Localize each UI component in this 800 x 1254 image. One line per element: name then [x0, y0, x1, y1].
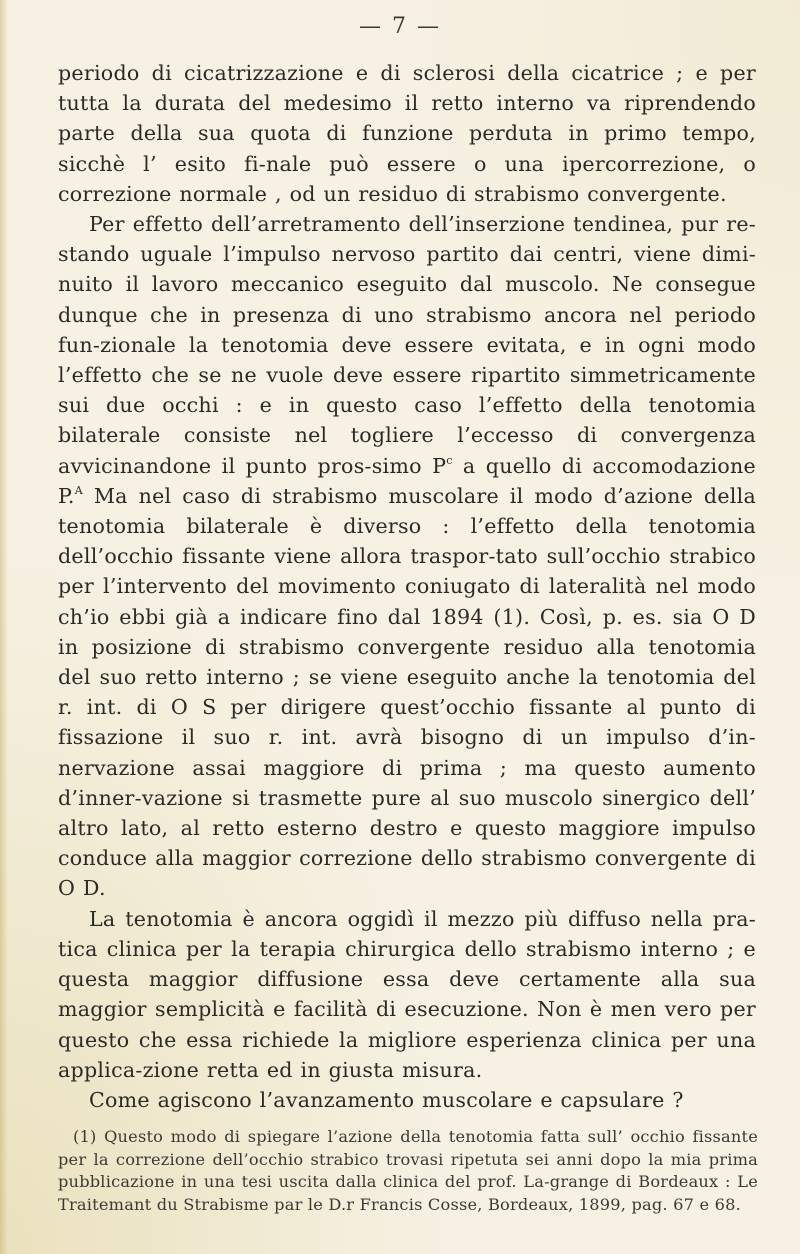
main-text	[58, 58, 756, 1115]
footnote	[58, 1126, 758, 1216]
superscript-a: A	[74, 483, 83, 497]
page-edge-shadow	[0, 0, 8, 1254]
paragraph-3: La tenotomia è ancora oggidì il mezzo più diffuso nella pra-tica clinica per la terapia chirurgica dello strabismo interno ; e questa maggior diffusione essa deve certamente alla sua maggior semplicità e facilità di esecuzione. Non è men vero per questo che essa richiede la migliore esperienza clinica per una applica-zione retta ed in giusta misura.	[58, 906, 756, 1082]
paragraph-2-part-c: Ma nel caso di strabismo muscolare il modo d’azione della tenotomia bilaterale è diverso : l’effetto della tenotomia dell’occhio fissante viene allora traspor-tato sull’occhio strabico per l’intervento del movimento coniugato di lateralità nel modo ch’io ebbi già a indicare fino dal 1894 (1). Così, p. es. sia O D in posizione di strabismo convergente residuo alla tenotomia del suo retto interno ; se viene eseguito anche la tenotomia del r. int. di O S per dirigere quest’occhio fissante al punto di fissazione il suo r. int. avrà bisogno di un impulso d’in-nervazione assai maggiore di prima ; ma questo aumento d’inner-vazione si trasmette pure al suo muscolo sinergico dell’ altro lato, al retto esterno destro e questo maggiore impulso conduce alla maggior correzione dello strabismo convergente di O D.	[58, 483, 756, 901]
paragraph-2	[58, 209, 756, 904]
paragraph-2-part-a: Per effetto dell’arretramento dell’inserzione tendinea, pur re-stando uguale l’impulso nervoso partito dai centri, viene dimi-nuito il lavoro meccanico eseguito dal muscolo. Ne consegue dunque che in presenza di uno strabismo ancora nel periodo fun-zionale la tenotomia deve essere evitata, e in ogni modo l’effetto che se ne vuole deve essere ripartito simmetricamente sui due occhi : e in questo caso l’effetto della tenotomia bilaterale consiste nel togliere l’eccesso di convergenza avvicinandone il punto pros-simo P	[58, 212, 756, 478]
paragraph-1: periodo di cicatrizzazione e di sclerosi della cicatrice ; e per tutta la durata del medesimo il retto interno va riprendendo parte della sua quota di funzione perduta in primo tempo, sicchè l’ esito fi-nale può essere o una ipercorrezione, o correzione normale , od un residuo di strabismo convergente.	[58, 61, 756, 206]
page-number: — 7 —	[359, 14, 441, 39]
paragraph-2-part-b: a quello di accomodazione P.	[58, 453, 756, 508]
superscript-c: c	[446, 453, 453, 467]
paragraph-4: Come agiscono l’avanzamento muscolare e capsulare ?	[89, 1087, 684, 1112]
footnote-text: (1) Questo modo di spiegare l’azione della tenotomia fatta sull’ occhio fissante per la correzione dell’occhio strabico trovasi ripetuta sei anni dopo la mia prima pubblicazione in una tesi uscita dalla clinica del prof. La-grange di Bordeaux : Le Traitemant du Strabisme par le D.r Francis Cosse, Bordeaux, 1899, pag. 67 e 68.	[58, 1127, 758, 1214]
